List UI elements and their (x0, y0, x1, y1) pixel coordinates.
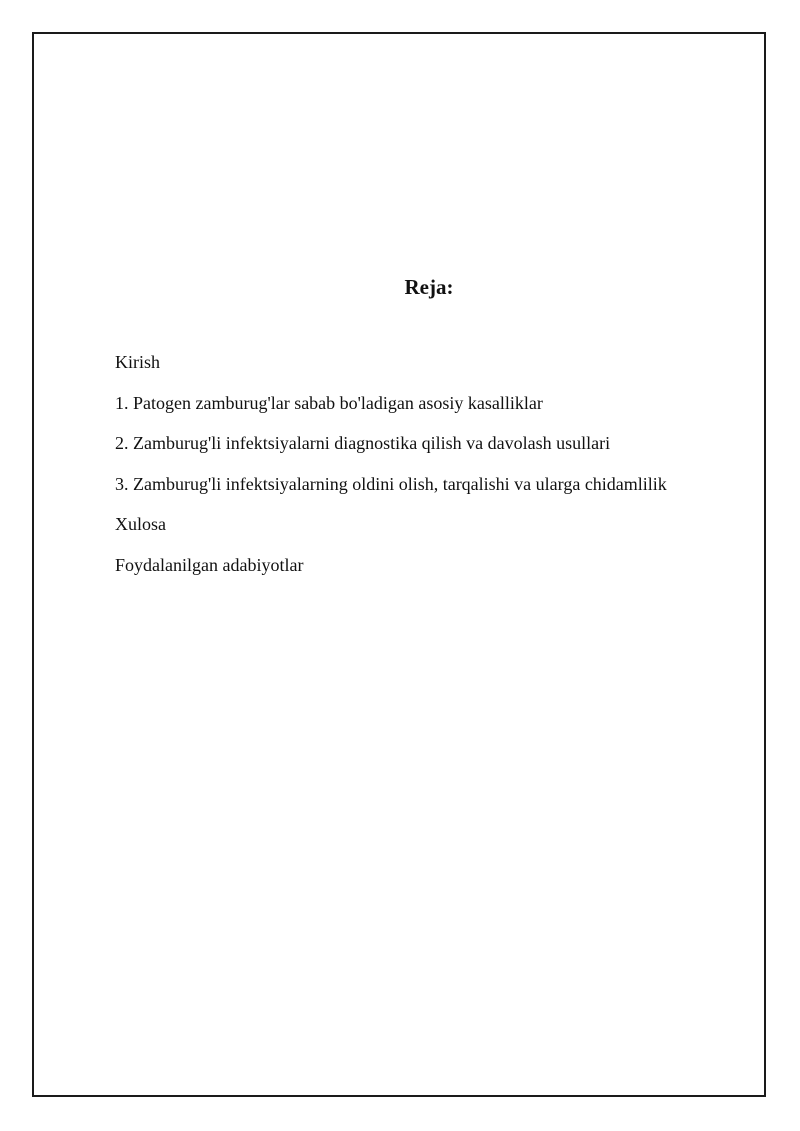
toc-item-chapter-1: 1. Patogen zamburug'lar sabab bo'ladigan asosiy kasalliklar (115, 392, 543, 413)
toc-item-introduction: Kirish (115, 352, 160, 372)
toc-item-conclusion: Xulosa (115, 514, 166, 534)
table-of-contents (115, 348, 755, 591)
toc-item-chapter-3: 3. Zamburug'li infektsiyalarning oldini olish, tarqalishi va ularga chidamlilik (115, 473, 667, 494)
toc-item-references: Foydalanilgan adabiyotlar (115, 554, 304, 575)
page-title: Reja: (404, 275, 454, 299)
toc-item-chapter-2: 2. Zamburug'li infektsiyalarni diagnostika qilish va davolash usullari (115, 433, 611, 453)
